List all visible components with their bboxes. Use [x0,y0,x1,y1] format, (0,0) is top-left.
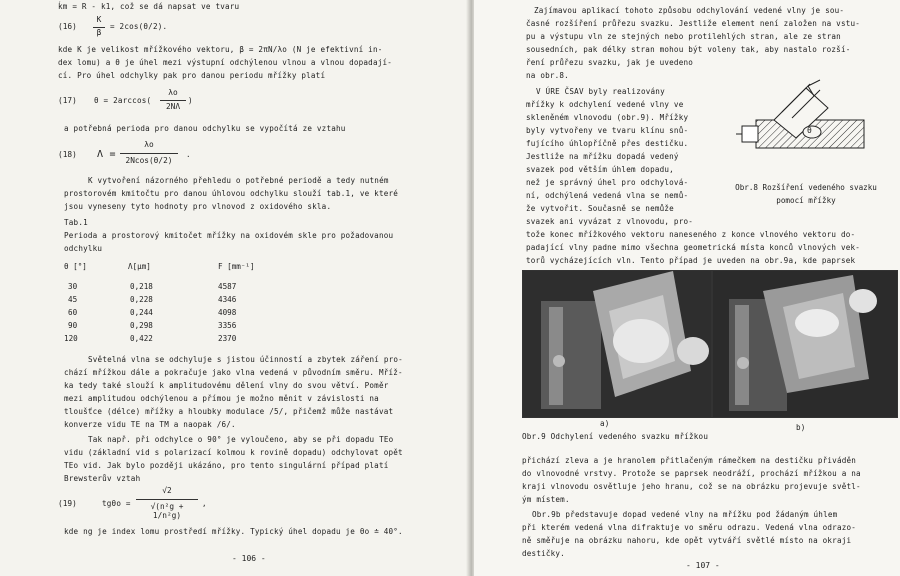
text-line: než je správný úhel pro odchylová- [526,178,689,187]
table-cell: 0,422 [130,334,153,343]
text-line: sousedních, pak délky stran mohou být voleny tak, aby nastalo rozší- [526,45,851,54]
fraction-numerator: K [96,15,102,24]
eq-close: ) [188,96,193,105]
table-cell: 4346 [218,295,237,304]
text-line: TEo vid. Jak bylo později ukázáno, pro tento singulární případ platí [64,461,389,470]
table-label: Tab.1 [64,218,88,227]
photo-b-image [713,271,897,417]
table-header: θ [°] [64,262,87,271]
text-line: tože konec mřížkového vektoru naneseného z konce vlnového vektoru do- [526,230,856,239]
fraction-bar [120,153,178,154]
eq-number: (18) [58,150,77,159]
text-line: prostorovém kmitočtu pro danou úhlovou odchylku slouží tab.1, ve které [64,189,399,198]
text-line: dex lomu) a θ je úhel mezi výstupní odchýlenou vlnou a vlnou dopadají- [58,58,393,67]
fraction-numerator: √2 [162,486,172,495]
eq-rhs: = 2cos(θ/2). [110,22,168,31]
table-cell: 0,298 [130,321,153,330]
figure-caption: Obr.9 Odchylení vedeného svazku mřížkou [522,432,709,441]
table-cell: 2370 [218,334,237,343]
table-cell: 30 [68,282,78,291]
text-line: pu a výstupu vln ze stejných nebo protilehlých stran, ale ze stran [526,32,841,41]
text-line: svazek ani vyvázat z vlnovodu, pro- [526,217,694,226]
fraction-numerator: λo [168,88,178,97]
fraction-numerator: λo [144,140,154,149]
text-line: destičky. [522,549,565,558]
text-line: jsou vyneseny tyto hodnoty pro vlnovod z oxidového skla. [64,202,332,211]
text-line: Jestliže na mřížku dopadá vedený [526,152,679,161]
text-line: na obr.8. [526,71,569,80]
text-line: kde ng je index lomu prostředí mřížky. Typický úhel dopadu je θo ≐ 40°. [64,527,403,536]
text-line: ně směřuje na obrázku nahoru, kde opět vytváří světlé místo na okraji [522,536,852,545]
table-cell: 90 [68,321,78,330]
text-line: ní, odchýlená vedená vlna se nemů- [526,191,689,200]
figure-caption: pomocí mřížky [776,196,836,205]
text-line: ým místem. [522,495,570,504]
subfigure-label-b: b) [796,423,806,432]
text-line: Zajímavou aplikací tohoto způsobu odchylování vedené vlny je sou- [534,6,845,15]
table-cell: 3356 [218,321,237,330]
figure-caption: Obr.8 Rozšíření vedeného svazku [735,183,877,192]
table-cell: 0,218 [130,282,153,291]
fraction-bar [160,100,186,101]
text-line: tloušťce (délce) mřížky a hloubky modulace /5/, přičemž může nastávat [64,407,394,416]
table-cell: 4098 [218,308,237,317]
theta-label: θ [807,126,813,135]
text-line: do vlnovodné vrstvy. Protože se paprsek neodráží, prochází mřížkou a na [522,469,861,478]
page-number: - 106 - [232,554,266,563]
text-line: svazek pod větším úhlem dopadu, [526,165,674,174]
fraction-bar [136,499,198,500]
eq-end: , [202,499,207,508]
text-line: K vytvoření názorného přehledu o potřebné periodě a tedy nutném [88,176,389,185]
fraction-denominator: √(n²g + 1/n²g) [150,502,184,520]
table-cell: 0,244 [130,308,153,317]
text-line: že vytvořit. Současně se nemůže [526,204,674,213]
text-line: vidu (základní vid s polarizací kolmou k rovině dopadu) odchylovat opět [64,448,403,457]
text-line: cí. Pro úhel odchylky pak pro danou periodu mřížky platí [58,71,326,80]
text-line: konverze vidu TE na TM a naopak /6/. [64,420,236,429]
table-cell: 4587 [218,282,237,291]
eq-lhs: θ = 2arccos( [94,96,152,105]
table-cell: 45 [68,295,78,304]
right-page [474,0,900,576]
eq-number: (16) [58,22,77,31]
text-line: skleněném vlnovodu (obr.9). Mřížky [526,113,689,122]
text-line: chází mřížkou dále a pokračuje jako vlna vedená v původním směru. Mříž- [64,368,403,377]
eq-end: . [186,150,191,159]
text-line: byly vytvořeny ve tvaru klínu snů- [526,126,689,135]
table-caption: Perioda a prostorový kmitočet mřížky na oxidovém skle pro požadovanou [64,231,394,240]
text-line: Světelná vlna se odchyluje s jistou účinností a zbytek záření pro- [88,355,403,364]
text-line: V ÚRE ČSAV byly realizovány [536,87,665,96]
text-line: Obr.9b představuje dopad vedené vlny na mřížku pod žádaným úhlem [532,510,838,519]
table-cell: 120 [64,334,78,343]
eq-number: (19) [58,499,77,508]
text-line: přichází zleva a je hranolem přitlačeným rámečkem na destičku přiváděn [522,456,857,465]
text-line: ření průřezu svazku, jak je uvedeno [526,58,694,67]
fraction-denominator: 2NΛ [165,102,181,111]
header-line: ḱm = R - k1, což se dá napsat ve tvaru [58,2,240,11]
text-line: padající vlny padne mimo všechna geometrická místa konců vlnových vek- [526,243,861,252]
text-line: časné rozšíření průřezu svazku. Jestliže element není založen na vstu- [526,19,861,28]
table-header: F [mm⁻¹] [218,262,255,271]
text-line: Tak např. při odchylce o 90° je vyloučeno, aby se při dopadu TEo [88,435,394,444]
table-cell: 60 [68,308,78,317]
photo-b [712,270,898,418]
photo-a-image [523,271,711,417]
text-line: kraji vlnovodu osvětluje jeho hranu, což se na obrázku projevuje světl- [522,482,861,491]
fraction-denominator: β [96,28,102,37]
text-line: Brewsterův vztah [64,474,141,483]
text-line: při kterém vedená vlna difraktuje vo směru odrazu. Vedená vlna odrazo- [522,523,857,532]
text-line: a potřebná perioda pro danou odchylku se vypočítá ze vztahu [64,124,346,133]
table-header: Λ[μm] [128,262,151,271]
table-caption: odchylku [64,244,103,253]
eq-lhs: tgθo = [102,499,131,508]
page-number: - 107 - [686,561,720,570]
text-line: ka tedy také slouží k amplitudovému dělení vlny do svou větví. Poměr [64,381,389,390]
table-cell: 0,228 [130,295,153,304]
text-line: kde K je velikost mřížkového vektoru, β = 2πN/λo (N je efektivní in- [58,45,383,54]
eq-lhs: Λ = [97,149,116,160]
eq-number: (17) [58,96,77,105]
beam-expansion-diagram [736,78,868,178]
text-line: fujícího úhlopříčně přes destičku. [526,139,689,148]
text-line: mřížky k odchylení vedené vlny ve [526,100,684,109]
fraction-denominator: 2Ncos(θ/2) [125,156,173,165]
text-line: torů vycházejících vln. Tento případ je uveden na obr.9a, kde paprsek [526,256,856,265]
photo-a [522,270,712,418]
subfigure-label-a: a) [600,419,610,428]
text-line: mezi amplitudou odchýlenou a přímou je možno měnit v závislosti na [64,394,379,403]
